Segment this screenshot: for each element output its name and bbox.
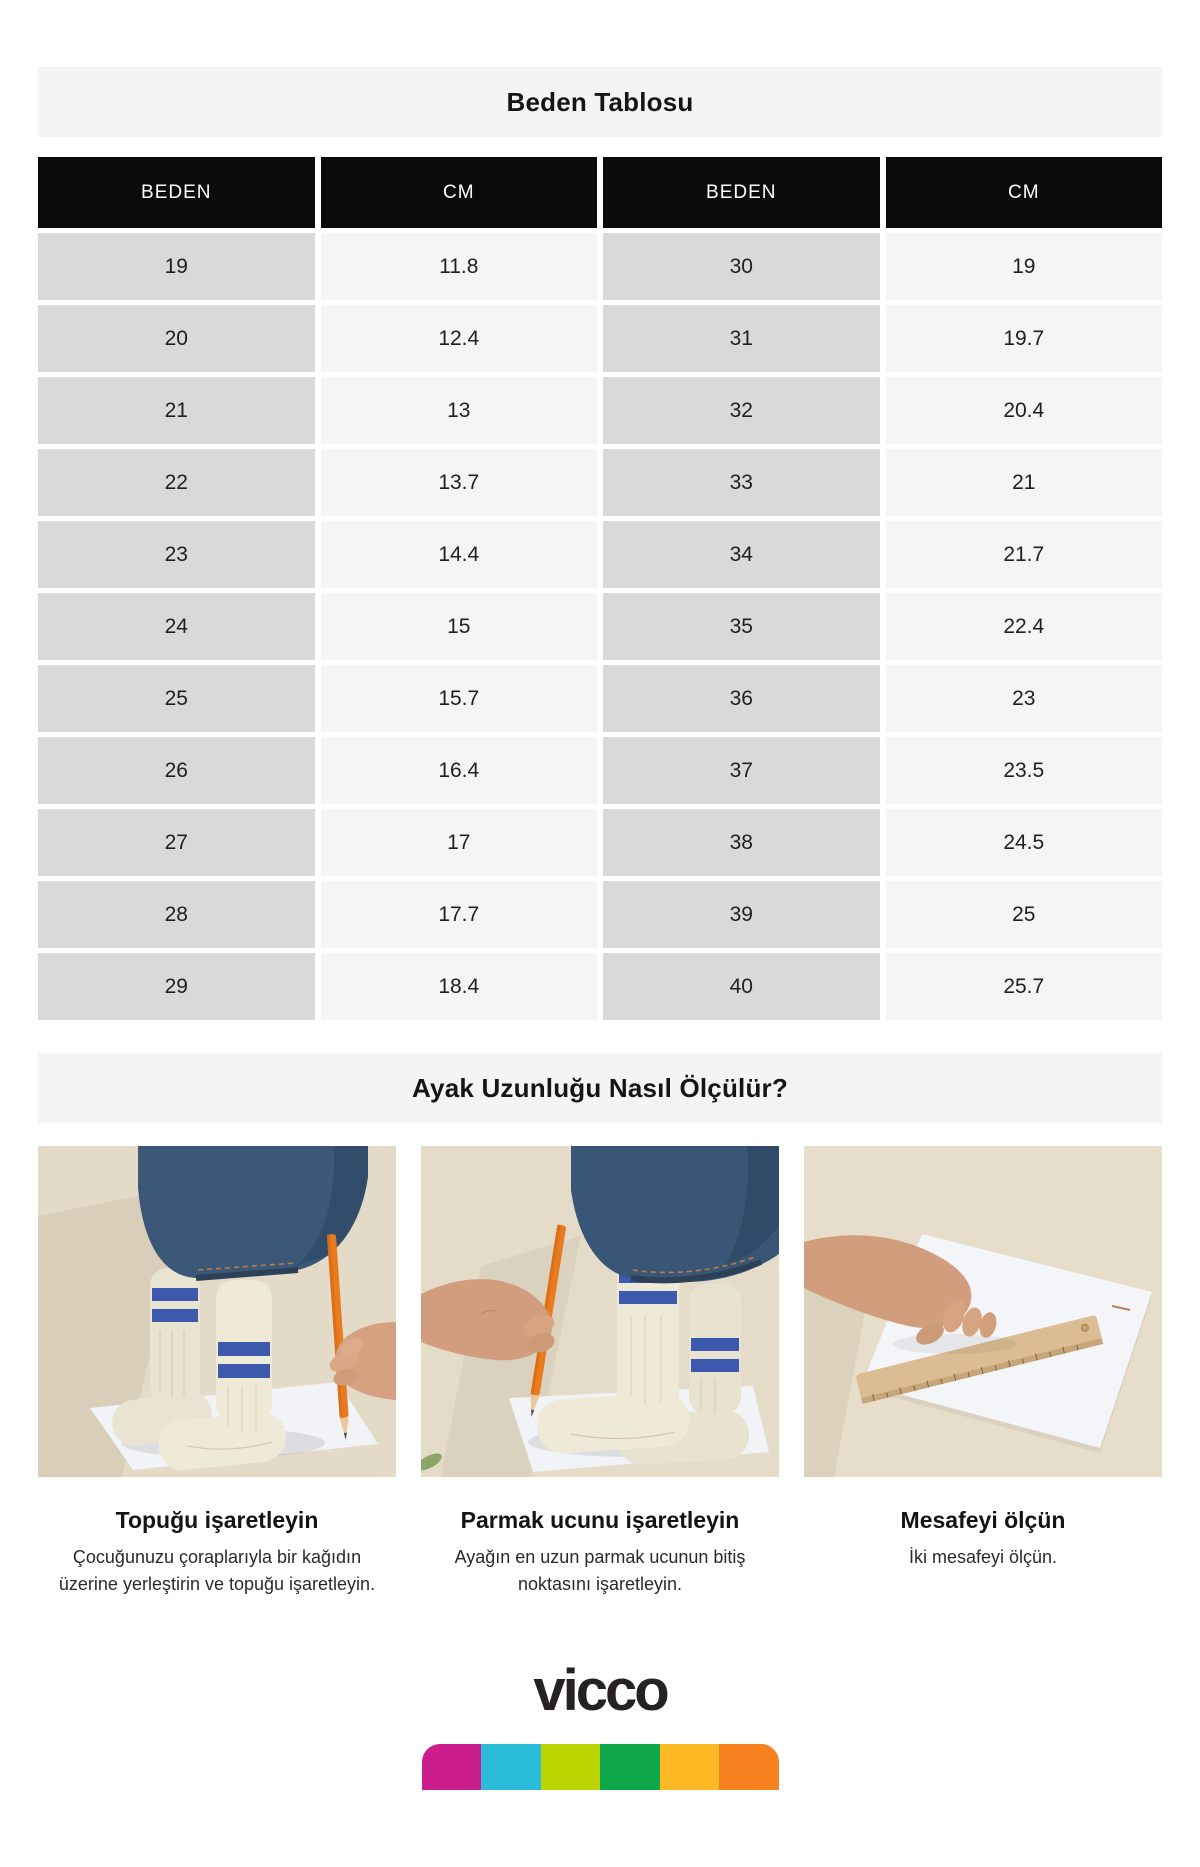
cm-cell: 18.4 [321,953,598,1020]
measure-distance-photo [804,1146,1162,1477]
size-cell: 19 [38,233,315,300]
size-cell: 27 [38,809,315,876]
measure-section-title-band [38,1053,1162,1123]
step-title: Parmak ucunu işaretleyin [460,1507,740,1533]
size-cell: 40 [603,953,880,1020]
mark-heel-photo [38,1146,396,1477]
column-header-cm: CM [321,157,598,228]
brand-color-bar-segment [481,1744,541,1790]
size-cell: 39 [603,881,880,948]
size-cell: 33 [603,449,880,516]
cm-cell: 13.7 [321,449,598,516]
cm-cell: 25 [886,881,1163,948]
size-cell: 20 [38,305,315,372]
page-title: Beden Tablosu [506,86,694,117]
cm-cell: 15.7 [321,665,598,732]
footer [0,1658,1200,1790]
cm-cell: 20.4 [886,377,1163,444]
column-header-cm: CM [886,157,1163,228]
size-cell: 38 [603,809,880,876]
brand-color-bar [422,1744,779,1790]
cm-cell: 24.5 [886,809,1163,876]
size-cell: 24 [38,593,315,660]
size-cell: 26 [38,737,315,804]
brand-color-bar-segment [660,1744,720,1790]
cm-cell: 19.7 [886,305,1163,372]
column-header-beden: BEDEN [603,157,880,228]
page-root [0,67,1200,1790]
brand-color-bar-segment [541,1744,601,1790]
step-card [38,1146,396,1598]
size-cell: 35 [603,593,880,660]
cm-cell: 21 [886,449,1163,516]
cm-cell: 23.5 [886,737,1163,804]
step-description: İki mesafeyi ölçün. [908,1547,1058,1567]
cm-cell: 17 [321,809,598,876]
brand-color-bar-segment [719,1744,779,1790]
cm-cell: 19 [886,233,1163,300]
step-title: Topuğu işaretleyin [115,1507,319,1533]
cm-cell: 11.8 [321,233,598,300]
size-cell: 31 [603,305,880,372]
size-table-title-band [38,67,1162,137]
cm-cell: 21.7 [886,521,1163,588]
brand-color-bar-segment [600,1744,660,1790]
mark-toe-photo [421,1146,779,1477]
size-cell: 29 [38,953,315,1020]
size-cell: 37 [603,737,880,804]
step-title: Mesafeyi ölçün [900,1507,1066,1533]
size-cell: 22 [38,449,315,516]
cm-cell: 23 [886,665,1163,732]
step-description: Ayağın en uzun parmak ucunun bitiş noktasını işaretleyin. [454,1547,746,1594]
jeans-shape [571,1146,779,1282]
cm-cell: 12.4 [321,305,598,372]
cm-cell: 16.4 [321,737,598,804]
step-card [421,1146,779,1598]
size-table [38,157,1162,1020]
cm-cell: 14.4 [321,521,598,588]
cm-cell: 17.7 [321,881,598,948]
size-cell: 30 [603,233,880,300]
cm-cell: 25.7 [886,953,1163,1020]
size-cell: 21 [38,377,315,444]
cm-cell: 22.4 [886,593,1163,660]
measure-section-title: Ayak Uzunluğu Nasıl Ölçülür? [412,1072,788,1103]
cm-cell: 13 [321,377,598,444]
step-description: Çocuğunuzu çoraplarıyla bir kağıdın üzerine yerleştirin ve topuğu işaretleyin. [58,1547,376,1594]
size-cell: 32 [603,377,880,444]
size-cell: 36 [603,665,880,732]
column-header-beden: BEDEN [38,157,315,228]
size-cell: 25 [38,665,315,732]
brand-logo: vicco [533,1658,667,1723]
step-card [804,1146,1162,1598]
cm-cell: 15 [321,593,598,660]
size-cell: 28 [38,881,315,948]
size-cell: 23 [38,521,315,588]
size-cell: 34 [603,521,880,588]
brand-color-bar-segment [422,1744,482,1790]
measure-steps [38,1146,1162,1598]
